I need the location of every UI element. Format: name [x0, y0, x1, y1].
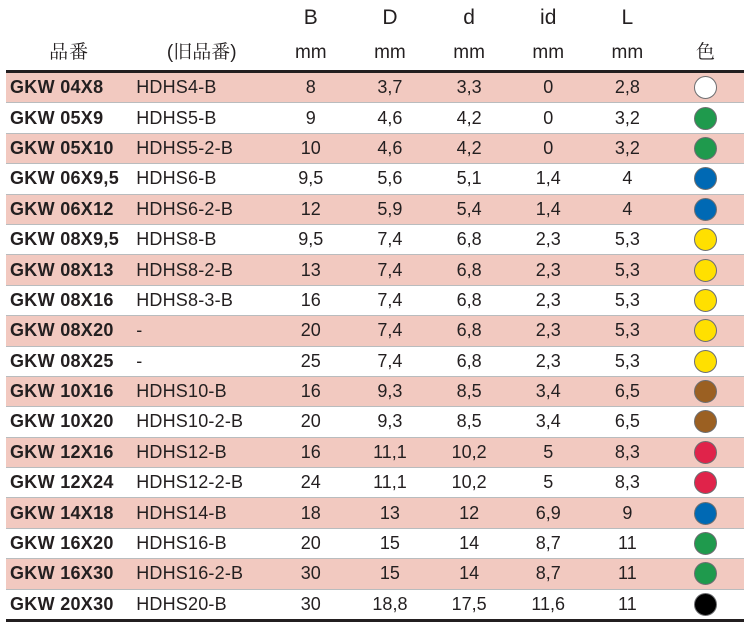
cell-dim-d: 8,5 — [430, 407, 509, 437]
cell-old-part-number: HDHS10-2-B — [132, 407, 271, 437]
cell-dim-id: 8,7 — [509, 559, 588, 589]
header-dim-L: L — [621, 6, 634, 29]
table-row — [6, 437, 744, 467]
cell-dim-L: 6,5 — [588, 407, 667, 437]
cell-old-part-number: HDHS5-B — [132, 103, 271, 133]
cell-color — [667, 72, 744, 103]
cell-dim-L: 4 — [588, 194, 667, 224]
cell-old-part-number: HDHS12-B — [132, 437, 271, 467]
table-row — [6, 407, 744, 437]
cell-dim-B: 20 — [271, 316, 350, 346]
cell-dim-L: 3,2 — [588, 103, 667, 133]
color-swatch-icon — [694, 410, 717, 433]
color-swatch-icon — [694, 167, 717, 190]
cell-dim-d: 5,4 — [430, 194, 509, 224]
cell-dim-d: 6,8 — [430, 346, 509, 376]
cell-dim-B: 10 — [271, 133, 350, 163]
header-dim-d: d — [463, 6, 475, 29]
cell-color — [667, 255, 744, 285]
cell-dim-B: 30 — [271, 589, 350, 620]
header-unit-B: mm — [271, 32, 350, 72]
cell-dim-L: 9 — [588, 498, 667, 528]
cell-dim-d: 17,5 — [430, 589, 509, 620]
cell-dim-D: 7,4 — [350, 285, 429, 315]
cell-dim-d: 5,1 — [430, 164, 509, 194]
cell-color — [667, 103, 744, 133]
cell-dim-L: 11 — [588, 559, 667, 589]
cell-old-part-number: - — [132, 346, 271, 376]
cell-dim-B: 24 — [271, 468, 350, 498]
cell-part-number: GKW 16X30 — [6, 559, 132, 589]
cell-dim-D: 7,4 — [350, 316, 429, 346]
cell-dim-id: 11,6 — [509, 589, 588, 620]
color-swatch-icon — [694, 593, 717, 616]
cell-part-number: GKW 06X9,5 — [6, 164, 132, 194]
cell-dim-B: 9,5 — [271, 224, 350, 254]
cell-part-number: GKW 04X8 — [6, 72, 132, 103]
cell-color — [667, 498, 744, 528]
header-blank-old — [132, 0, 271, 32]
cell-dim-B: 16 — [271, 376, 350, 406]
table-row — [6, 498, 744, 528]
cell-dim-id: 5 — [509, 437, 588, 467]
cell-dim-L: 8,3 — [588, 437, 667, 467]
cell-dim-B: 18 — [271, 498, 350, 528]
cell-dim-L: 2,8 — [588, 72, 667, 103]
cell-dim-d: 10,2 — [430, 437, 509, 467]
cell-dim-L: 5,3 — [588, 316, 667, 346]
color-swatch-icon — [694, 562, 717, 585]
cell-dim-d: 14 — [430, 559, 509, 589]
cell-old-part-number: HDHS14-B — [132, 498, 271, 528]
cell-old-part-number: HDHS12-2-B — [132, 468, 271, 498]
cell-dim-L: 5,3 — [588, 255, 667, 285]
cell-dim-D: 11,1 — [350, 468, 429, 498]
specification-table — [6, 0, 744, 622]
color-swatch-icon — [694, 441, 717, 464]
cell-old-part-number: HDHS6-2-B — [132, 194, 271, 224]
cell-color — [667, 224, 744, 254]
cell-dim-D: 4,6 — [350, 103, 429, 133]
cell-dim-B: 9 — [271, 103, 350, 133]
cell-dim-B: 20 — [271, 407, 350, 437]
cell-dim-d: 6,8 — [430, 224, 509, 254]
cell-color — [667, 346, 744, 376]
cell-old-part-number: - — [132, 316, 271, 346]
header-unit-L: mm — [588, 32, 667, 72]
cell-old-part-number: HDHS8-B — [132, 224, 271, 254]
cell-color — [667, 559, 744, 589]
cell-color — [667, 528, 744, 558]
cell-old-part-number: HDHS8-3-B — [132, 285, 271, 315]
color-swatch-icon — [694, 228, 717, 251]
table-row — [6, 589, 744, 620]
cell-color — [667, 285, 744, 315]
table-row — [6, 133, 744, 163]
cell-dim-id: 6,9 — [509, 498, 588, 528]
cell-dim-d: 8,5 — [430, 376, 509, 406]
table-header — [6, 0, 744, 72]
cell-dim-d: 6,8 — [430, 255, 509, 285]
cell-dim-id: 1,4 — [509, 194, 588, 224]
header-blank-part — [6, 0, 132, 32]
color-swatch-icon — [694, 319, 717, 342]
cell-color — [667, 316, 744, 346]
cell-old-part-number: HDHS16-B — [132, 528, 271, 558]
cell-dim-id: 5 — [509, 468, 588, 498]
cell-dim-B: 20 — [271, 528, 350, 558]
cell-old-part-number: HDHS10-B — [132, 376, 271, 406]
cell-old-part-number: HDHS20-B — [132, 589, 271, 620]
header-blank-color — [667, 0, 744, 32]
cell-color — [667, 437, 744, 467]
cell-dim-D: 15 — [350, 528, 429, 558]
cell-dim-D: 3,7 — [350, 72, 429, 103]
table-row — [6, 285, 744, 315]
cell-dim-id: 2,3 — [509, 316, 588, 346]
cell-dim-D: 7,4 — [350, 255, 429, 285]
cell-dim-D: 9,3 — [350, 376, 429, 406]
cell-dim-id: 2,3 — [509, 346, 588, 376]
cell-old-part-number: HDHS16-2-B — [132, 559, 271, 589]
cell-part-number: GKW 05X9 — [6, 103, 132, 133]
cell-dim-d: 4,2 — [430, 103, 509, 133]
cell-dim-D: 4,6 — [350, 133, 429, 163]
cell-dim-id: 0 — [509, 133, 588, 163]
cell-dim-L: 5,3 — [588, 346, 667, 376]
table-row — [6, 468, 744, 498]
color-swatch-icon — [694, 350, 717, 373]
cell-dim-id: 2,3 — [509, 255, 588, 285]
header-row-units — [6, 32, 744, 72]
color-swatch-icon — [694, 198, 717, 221]
cell-part-number: GKW 12X24 — [6, 468, 132, 498]
header-unit-d: mm — [430, 32, 509, 72]
cell-old-part-number: HDHS6-B — [132, 164, 271, 194]
cell-dim-d: 14 — [430, 528, 509, 558]
cell-color — [667, 133, 744, 163]
cell-dim-d: 12 — [430, 498, 509, 528]
table-row — [6, 316, 744, 346]
cell-dim-D: 13 — [350, 498, 429, 528]
cell-dim-D: 11,1 — [350, 437, 429, 467]
cell-dim-B: 25 — [271, 346, 350, 376]
color-swatch-icon — [694, 137, 717, 160]
cell-dim-L: 5,3 — [588, 224, 667, 254]
cell-part-number: GKW 08X25 — [6, 346, 132, 376]
cell-part-number: GKW 20X30 — [6, 589, 132, 620]
cell-part-number: GKW 06X12 — [6, 194, 132, 224]
header-part-number: 品番 — [6, 32, 132, 72]
cell-dim-id: 2,3 — [509, 224, 588, 254]
cell-part-number: GKW 16X20 — [6, 528, 132, 558]
cell-dim-L: 8,3 — [588, 468, 667, 498]
table-row — [6, 255, 744, 285]
cell-dim-L: 3,2 — [588, 133, 667, 163]
cell-dim-id: 0 — [509, 103, 588, 133]
table-row — [6, 103, 744, 133]
cell-part-number: GKW 08X13 — [6, 255, 132, 285]
color-swatch-icon — [694, 380, 717, 403]
cell-part-number: GKW 05X10 — [6, 133, 132, 163]
color-swatch-icon — [694, 76, 717, 99]
color-swatch-icon — [694, 471, 717, 494]
cell-old-part-number: HDHS4-B — [132, 72, 271, 103]
cell-old-part-number: HDHS8-2-B — [132, 255, 271, 285]
header-unit-id: mm — [509, 32, 588, 72]
cell-dim-B: 8 — [271, 72, 350, 103]
cell-part-number: GKW 10X20 — [6, 407, 132, 437]
table-row — [6, 224, 744, 254]
table-row — [6, 376, 744, 406]
table-body — [6, 72, 744, 621]
color-swatch-icon — [694, 289, 717, 312]
table-row — [6, 164, 744, 194]
table-row — [6, 528, 744, 558]
table-row — [6, 559, 744, 589]
cell-part-number: GKW 08X9,5 — [6, 224, 132, 254]
cell-dim-D: 7,4 — [350, 224, 429, 254]
cell-dim-B: 9,5 — [271, 164, 350, 194]
header-dim-D: D — [382, 6, 398, 29]
cell-dim-D: 15 — [350, 559, 429, 589]
cell-part-number: GKW 08X20 — [6, 316, 132, 346]
cell-color — [667, 194, 744, 224]
table-row — [6, 72, 744, 103]
cell-color — [667, 468, 744, 498]
header-dim-B: B — [303, 6, 318, 29]
cell-dim-d: 6,8 — [430, 316, 509, 346]
header-color: 色 — [667, 32, 744, 72]
cell-color — [667, 589, 744, 620]
cell-dim-id: 0 — [509, 72, 588, 103]
cell-dim-L: 6,5 — [588, 376, 667, 406]
cell-dim-D: 5,9 — [350, 194, 429, 224]
header-unit-D: mm — [350, 32, 429, 72]
header-dim-id: id — [540, 6, 557, 29]
table-row — [6, 194, 744, 224]
cell-dim-L: 4 — [588, 164, 667, 194]
table-row — [6, 346, 744, 376]
color-swatch-icon — [694, 532, 717, 555]
cell-dim-B: 16 — [271, 285, 350, 315]
header-row-dimensions — [6, 0, 744, 32]
cell-part-number: GKW 12X16 — [6, 437, 132, 467]
cell-dim-d: 4,2 — [430, 133, 509, 163]
cell-color — [667, 376, 744, 406]
cell-dim-id: 1,4 — [509, 164, 588, 194]
color-swatch-icon — [694, 259, 717, 282]
header-old-part-number: (旧品番) — [132, 32, 271, 72]
cell-dim-d: 6,8 — [430, 285, 509, 315]
cell-dim-D: 9,3 — [350, 407, 429, 437]
cell-old-part-number: HDHS5-2-B — [132, 133, 271, 163]
cell-dim-id: 3,4 — [509, 407, 588, 437]
cell-part-number: GKW 10X16 — [6, 376, 132, 406]
cell-dim-D: 5,6 — [350, 164, 429, 194]
cell-part-number: GKW 14X18 — [6, 498, 132, 528]
cell-dim-B: 13 — [271, 255, 350, 285]
cell-dim-D: 7,4 — [350, 346, 429, 376]
cell-color — [667, 164, 744, 194]
cell-color — [667, 407, 744, 437]
cell-dim-id: 3,4 — [509, 376, 588, 406]
cell-dim-B: 12 — [271, 194, 350, 224]
cell-dim-B: 16 — [271, 437, 350, 467]
cell-dim-B: 30 — [271, 559, 350, 589]
color-swatch-icon — [694, 107, 717, 130]
cell-dim-D: 18,8 — [350, 589, 429, 620]
cell-dim-L: 5,3 — [588, 285, 667, 315]
cell-dim-d: 10,2 — [430, 468, 509, 498]
cell-dim-L: 11 — [588, 528, 667, 558]
cell-dim-L: 11 — [588, 589, 667, 620]
cell-dim-id: 2,3 — [509, 285, 588, 315]
cell-part-number: GKW 08X16 — [6, 285, 132, 315]
cell-dim-id: 8,7 — [509, 528, 588, 558]
color-swatch-icon — [694, 502, 717, 525]
cell-dim-d: 3,3 — [430, 72, 509, 103]
